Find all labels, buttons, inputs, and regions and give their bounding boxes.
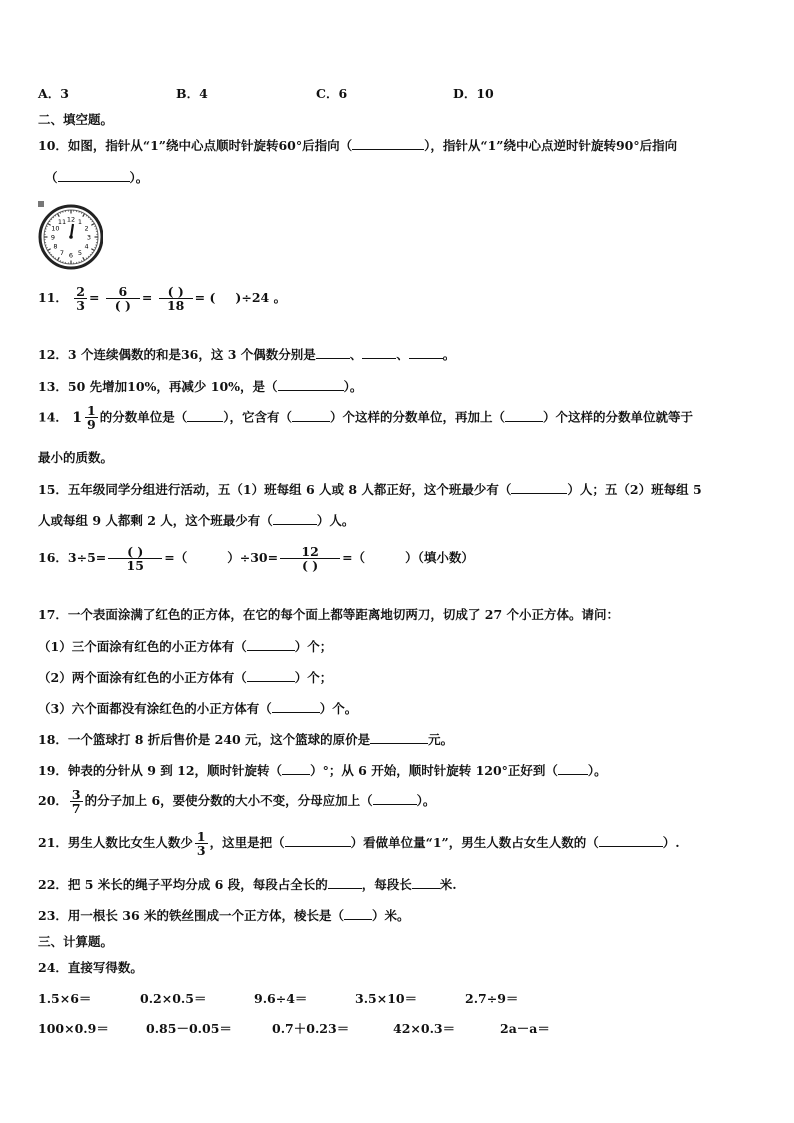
question-19 xyxy=(38,761,607,779)
numerator: 12 xyxy=(280,545,340,559)
clock-number: 9 xyxy=(50,233,56,242)
question-number: 15． xyxy=(38,482,68,497)
calc-item[interactable]: 1.5×6＝ xyxy=(38,991,92,1006)
question-text: 3 个连续偶数的和是36，这 3 个偶数分别是 xyxy=(67,347,316,362)
question-number: 22． xyxy=(38,877,68,892)
calc-item[interactable]: 0.2×0.5＝ xyxy=(140,991,207,1006)
question-15-line2 xyxy=(38,511,354,529)
fraction xyxy=(74,285,87,312)
option-d: D．10 xyxy=(453,86,494,101)
question-text: =（ xyxy=(164,550,188,566)
question-number: 12． xyxy=(38,347,68,362)
numerator: 3 xyxy=(71,787,81,802)
question-text: =（ xyxy=(342,550,366,566)
clock-center xyxy=(69,235,73,239)
denominator[interactable]: ( ) xyxy=(114,298,131,314)
fraction xyxy=(108,545,162,572)
question-text: ）°；从 6 开始，顺时针旋转 120°正好到（ xyxy=(310,763,558,778)
fraction xyxy=(280,545,340,572)
question-number: 23． xyxy=(38,908,68,923)
calc-item[interactable]: 0.7＋0.23＝ xyxy=(272,1021,350,1036)
question-18 xyxy=(38,730,453,748)
question-text: （3）六个面都没有涂红色的小正方体有（ xyxy=(38,701,272,716)
answer-blank[interactable] xyxy=(328,888,362,889)
question-text: ）看做单位量“1”，男生人数占女生人数的（ xyxy=(350,835,599,851)
clock-number: 2 xyxy=(84,224,89,233)
question-number: 11． xyxy=(38,290,68,306)
clock-number: 1 xyxy=(77,217,83,226)
denominator: 15 xyxy=(126,558,144,574)
option-a: A．3 xyxy=(38,86,69,101)
question-number: 18． xyxy=(38,732,68,747)
question-21 xyxy=(38,830,680,857)
answer-blank[interactable] xyxy=(272,712,320,713)
answer-blank[interactable] xyxy=(247,681,295,682)
question-text: ）. xyxy=(662,835,680,851)
clock-number: 12 xyxy=(66,215,76,224)
answer-blank[interactable] xyxy=(282,774,310,775)
calc-item[interactable]: 42×0.3＝ xyxy=(393,1021,456,1036)
clock-number: 10 xyxy=(51,224,60,233)
answer-blank[interactable] xyxy=(352,149,424,150)
question-16 xyxy=(38,545,474,572)
clock-number: 6 xyxy=(68,251,74,260)
question-text: （1）三个面涂有红色的小正方体有（ xyxy=(38,639,247,654)
question-number: 21． xyxy=(38,835,68,851)
clock-corner-mark xyxy=(38,201,44,207)
answer-blank[interactable] xyxy=(558,774,588,775)
question-number: 19． xyxy=(38,763,68,778)
denominator: 18 xyxy=(166,298,185,314)
calc-item[interactable]: 2.7÷9＝ xyxy=(465,991,519,1006)
question-text: 一个表面涂满了红色的正方体，在它的每个面上都等距离地切两刀，切成了 27 个小正方体。请问： xyxy=(67,607,620,622)
equals: = xyxy=(141,290,153,306)
answer-blank[interactable] xyxy=(292,421,330,422)
paren: ( xyxy=(209,290,216,306)
question-text: 一个篮球打 8 折后售价是 240 元，这个篮球的原价是 xyxy=(67,732,371,747)
equals: = xyxy=(194,290,206,306)
calc-item[interactable]: 100×0.9＝ xyxy=(38,1021,109,1036)
question-text: ）÷30= xyxy=(227,550,279,566)
question-number: 14． xyxy=(38,409,68,425)
question-text: ）个； xyxy=(294,639,333,654)
answer-blank[interactable] xyxy=(187,421,223,422)
question-text: ）个。 xyxy=(319,701,358,716)
question-14-line2: 最小的质数。 xyxy=(38,450,114,465)
question-text: 。 xyxy=(442,347,456,362)
numerator: 1 xyxy=(87,403,96,418)
answer-blank[interactable] xyxy=(362,358,396,359)
question-11 xyxy=(38,285,286,312)
answer-blank[interactable] xyxy=(316,358,350,359)
question-number: 24． xyxy=(38,960,68,975)
clock-number: 3 xyxy=(86,233,92,242)
answer-blank[interactable] xyxy=(247,650,295,651)
question-text: ，这里是把（ xyxy=(209,835,285,851)
question-text: 用一根长 36 米的铁丝围成一个正方体，棱长是（ xyxy=(67,908,345,923)
denominator: 7 xyxy=(71,801,81,817)
question-20 xyxy=(38,788,435,815)
question-number: 16． xyxy=(38,550,68,566)
question-text: ，每段长 xyxy=(361,877,412,892)
question-17-sub3 xyxy=(38,699,357,717)
question-text: ），指针从“1”绕中心点逆时针旋转90°后指向 xyxy=(424,138,678,153)
separator: 、 xyxy=(396,347,409,362)
question-24 xyxy=(38,958,143,976)
question-text: ）。 xyxy=(343,379,363,394)
answer-blank[interactable] xyxy=(273,524,317,525)
clock-number: 7 xyxy=(59,249,65,258)
question-text: 米. xyxy=(439,877,457,892)
answer-blank[interactable] xyxy=(599,846,663,847)
answer-blank[interactable] xyxy=(505,421,543,422)
question-text: 元。 xyxy=(428,732,454,747)
question-text: 50 先增加10%，再减少 10%，是（ xyxy=(67,379,278,394)
answer-blank[interactable] xyxy=(278,390,344,391)
question-text: 男生人数比女生人数少 xyxy=(67,835,193,851)
answer-blank[interactable] xyxy=(344,919,372,920)
question-10-line2 xyxy=(45,168,148,186)
question-text: ）。 xyxy=(416,793,436,809)
question-text: ÷24 。 xyxy=(241,290,287,306)
question-text: 钟表的分针从 9 到 12，顺时针旋转（ xyxy=(67,763,283,778)
calc-item[interactable]: 3.5×10＝ xyxy=(355,991,418,1006)
option-c: C．6 xyxy=(316,86,348,101)
equals: = xyxy=(88,290,100,306)
numerator[interactable]: ( ) xyxy=(108,545,162,559)
clock-number: 5 xyxy=(77,249,83,258)
question-22 xyxy=(38,875,457,893)
question-number: 10． xyxy=(38,138,68,153)
question-text: ），它含有（ xyxy=(223,409,292,425)
question-number: 20． xyxy=(38,793,68,809)
numerator: 6 xyxy=(106,285,140,299)
numerator[interactable]: ( ) xyxy=(159,285,193,299)
question-text: ）。 xyxy=(129,170,149,185)
question-text: 如图，指针从“1”绕中心点顺时针旋转60°后指向（ xyxy=(67,138,353,153)
question-23 xyxy=(38,906,410,924)
calc-item[interactable]: 9.6÷4＝ xyxy=(254,991,308,1006)
question-10 xyxy=(38,136,677,154)
question-number: 17． xyxy=(38,607,68,622)
clock-number: 4 xyxy=(84,242,89,251)
question-text: ）个这样的分数单位，再加上（ xyxy=(330,409,506,425)
question-text: 人或每组 9 人都剩 2 人，这个班最少有（ xyxy=(38,513,273,528)
question-15 xyxy=(38,480,702,498)
clock-number: 11 xyxy=(57,217,67,226)
fraction xyxy=(70,788,83,815)
question-text: ）个； xyxy=(294,670,333,685)
separator: 、 xyxy=(349,347,363,362)
section-heading-calculation: 三、计算题。 xyxy=(38,934,114,949)
denominator: 9 xyxy=(87,417,96,433)
question-text: ）（填小数） xyxy=(405,550,474,566)
question-text: ）人；五（2）班每组 5 xyxy=(567,482,702,497)
question-13 xyxy=(38,377,362,395)
paren: ) xyxy=(235,290,242,306)
question-text: ）个这样的分数单位就等于 xyxy=(543,409,694,425)
answer-blank[interactable] xyxy=(58,181,130,182)
question-17 xyxy=(38,605,619,623)
fraction xyxy=(85,404,98,431)
calc-item[interactable]: 2a－a＝ xyxy=(500,1021,550,1036)
question-12 xyxy=(38,345,455,363)
denominator: 3 xyxy=(196,843,206,859)
clock-figure xyxy=(37,200,103,272)
mixed-number xyxy=(72,404,99,431)
answer-blank[interactable] xyxy=(412,888,440,889)
question-text: ）。 xyxy=(587,763,607,778)
question-text: （ xyxy=(45,170,58,185)
question-number: 13． xyxy=(38,379,68,394)
numerator: 1 xyxy=(196,829,206,844)
question-text: 的分数单位是（ xyxy=(99,409,188,425)
answer-blank[interactable] xyxy=(511,493,567,494)
question-17-sub2 xyxy=(38,668,332,686)
answer-blank[interactable] xyxy=(370,743,428,744)
question-text: 的分子加上 6，要使分数的大小不变，分母应加上（ xyxy=(84,793,373,809)
question-14 xyxy=(38,404,693,431)
fraction xyxy=(159,285,193,312)
fraction xyxy=(106,285,140,312)
numerator: 2 xyxy=(76,284,85,299)
calc-item[interactable]: 0.85－0.05＝ xyxy=(146,1021,232,1036)
question-17-sub1 xyxy=(38,637,332,655)
denominator: 3 xyxy=(76,298,85,314)
denominator[interactable]: ( ) xyxy=(301,558,319,574)
question-text: ）米。 xyxy=(372,908,410,923)
answer-blank[interactable] xyxy=(285,846,351,847)
clock-number: 8 xyxy=(53,242,58,251)
question-text: 把 5 米长的绳子平均分成 6 段，每段占全长的 xyxy=(67,877,328,892)
question-text: 直接写得数。 xyxy=(67,960,143,975)
question-text: 五年级同学分组进行活动，五（1）班每组 6 人或 8 人都正好，这个班最少有（ xyxy=(67,482,512,497)
answer-blank[interactable] xyxy=(409,358,443,359)
section-heading-fill-blank: 二、填空题。 xyxy=(38,112,114,127)
whole-part: 1 xyxy=(72,409,83,426)
answer-blank[interactable] xyxy=(373,804,417,805)
question-text: 3÷5= xyxy=(67,550,107,566)
option-b: B．4 xyxy=(176,86,208,101)
question-text: ）人。 xyxy=(316,513,355,528)
fraction xyxy=(195,830,208,857)
question-text: （2）两个面涂有红色的小正方体有（ xyxy=(38,670,247,685)
